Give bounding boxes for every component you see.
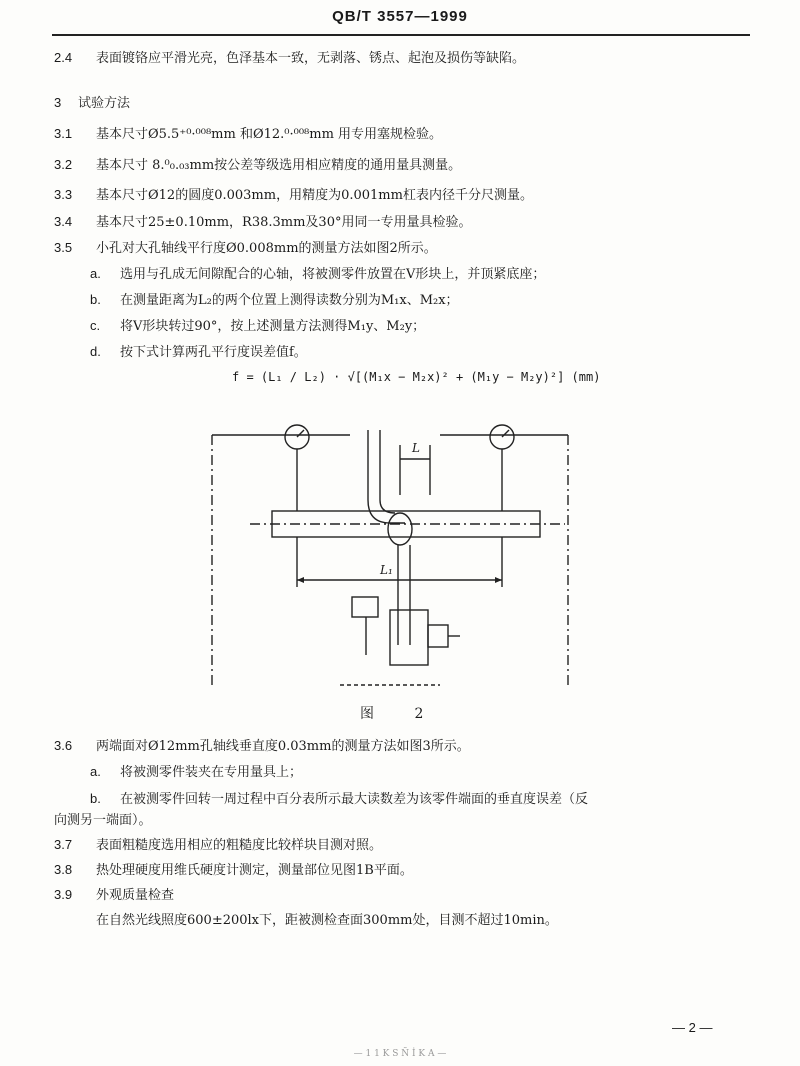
clause-3-2	[54, 157, 461, 174]
v-block-body	[390, 610, 428, 665]
step-text: 选用与孔成无间隙配合的心轴，将被测零件放置在V形块上，并顶紧底座；	[120, 267, 546, 282]
clause-text: 表面镀铬应平滑光亮，色泽基本一致，无剥落、锈点、起泡及损伤等缺陷。	[96, 51, 526, 66]
page-number: — 2 —	[672, 1020, 713, 1035]
clause-number: 3.2	[54, 157, 73, 172]
section-3-heading	[54, 95, 130, 112]
clause-number: 3.7	[54, 837, 73, 852]
clause-text: 基本尺寸Ø5.5⁺⁰·⁰⁰⁸mm 和Ø12.⁰·⁰⁰⁸mm 用专用塞规检验。	[96, 127, 443, 142]
label-L1: L₁	[380, 563, 393, 577]
measurement-setup-diagram	[190, 415, 610, 705]
part-body	[388, 513, 412, 545]
section-number: 3	[54, 95, 62, 110]
header-rule	[52, 34, 750, 36]
clause-text: 热处理硬度用维氏硬度计测定，测量部位见图1B平面。	[96, 863, 413, 878]
clause-3-8	[54, 862, 413, 879]
clause-number: 3.9	[54, 887, 73, 902]
clause-text: 两端面对Ø12mm孔轴线垂直度0.03mm的测量方法如图3所示。	[96, 739, 470, 754]
clause-number: 2.4	[54, 50, 73, 65]
label-L: L	[412, 441, 420, 455]
step-text: 在被测零件回转一周过程中百分表所示最大读数差为该零件端面的垂直度误差（反	[120, 792, 589, 807]
clause-3-5	[54, 240, 437, 257]
clause-number: 3.4	[54, 214, 73, 229]
section-title: 试验方法	[78, 96, 131, 111]
dim-L1-arrow-right	[495, 577, 502, 583]
clause-number: 3.5	[54, 240, 73, 255]
standard-code-header: QB/T 3557—1999	[332, 8, 468, 25]
clause-number: 3.6	[54, 738, 73, 753]
step-text: 在测量距离为L₂的两个位置上测得读数分别为M₁x、M₂x；	[120, 293, 459, 308]
figure-2-drawing	[190, 415, 610, 705]
clause-3-7	[54, 837, 382, 854]
parallelism-formula: f = (L₁ / L₂) · √[(M₁x − M₂x)² + (M₁y − M₂y)²] (mm)	[232, 370, 601, 384]
clause-3-9-body	[96, 913, 558, 929]
step-3-5-c	[90, 318, 425, 335]
clause-body-text: 在自然光线照度600±200lx下，距被测检查面300mm处，目测不超过10min。	[96, 913, 558, 928]
step-letter: d.	[90, 344, 101, 359]
step-letter: b.	[90, 292, 101, 307]
left-dial-needle	[297, 430, 304, 437]
clause-text: 表面粗糙度选用相应的粗糙度比较样块目测对照。	[96, 838, 383, 853]
dim-L1-arrow-left	[297, 577, 304, 583]
step-3-5-a	[90, 266, 545, 283]
clause-number: 3.1	[54, 126, 73, 141]
step-3-6-b	[90, 791, 588, 808]
clause-text: 基本尺寸Ø12的圆度0.003mm，用精度为0.001mm杠表内径千分尺测量。	[96, 188, 533, 203]
step-letter: b.	[90, 791, 101, 806]
bent-arm-inner	[380, 430, 395, 513]
clause-number: 3.3	[54, 187, 73, 202]
clause-3-9	[54, 887, 174, 904]
v-block-small	[352, 597, 378, 617]
step-letter: a.	[90, 764, 101, 779]
clause-text: 外观质量检查	[96, 888, 175, 903]
clause-3-3	[54, 187, 533, 204]
step-letter: a.	[90, 266, 101, 281]
clause-3-6	[54, 738, 470, 755]
clause-number: 3.8	[54, 862, 73, 877]
footer-watermark: — 1 1 K S Ñ İ K A —	[353, 1049, 447, 1059]
step-text: 将被测零件装夹在专用量具上；	[120, 765, 303, 780]
step-letter: c.	[90, 318, 101, 333]
clause-3-1	[54, 126, 442, 143]
step-3-5-d	[90, 344, 307, 361]
step-text: 将V形块转过90°，按上述测量方法测得M₁y、M₂y；	[120, 319, 426, 334]
v-block-clamp	[428, 625, 448, 647]
step-3-6-b-continued	[54, 813, 152, 829]
step-3-6-a	[90, 764, 302, 781]
step-3-5-b	[90, 292, 459, 309]
clause-2-4	[54, 50, 525, 67]
step-text-continued: 向测另一端面）。	[54, 813, 152, 828]
right-dial-needle	[502, 430, 509, 437]
figure-caption: 图 2	[360, 706, 442, 722]
clause-text: 基本尺寸25±0.10mm，R38.3mm及30°用同一专用量具检验。	[96, 215, 472, 230]
clause-text: 小孔对大孔轴线平行度Ø0.008mm的测量方法如图2所示。	[96, 241, 437, 256]
step-text: 按下式计算两孔平行度误差值f。	[120, 345, 307, 360]
clause-3-4	[54, 214, 471, 231]
clause-text: 基本尺寸 8.⁰₀.₀₃mm按公差等级选用相应精度的通用量具测量。	[96, 158, 462, 173]
